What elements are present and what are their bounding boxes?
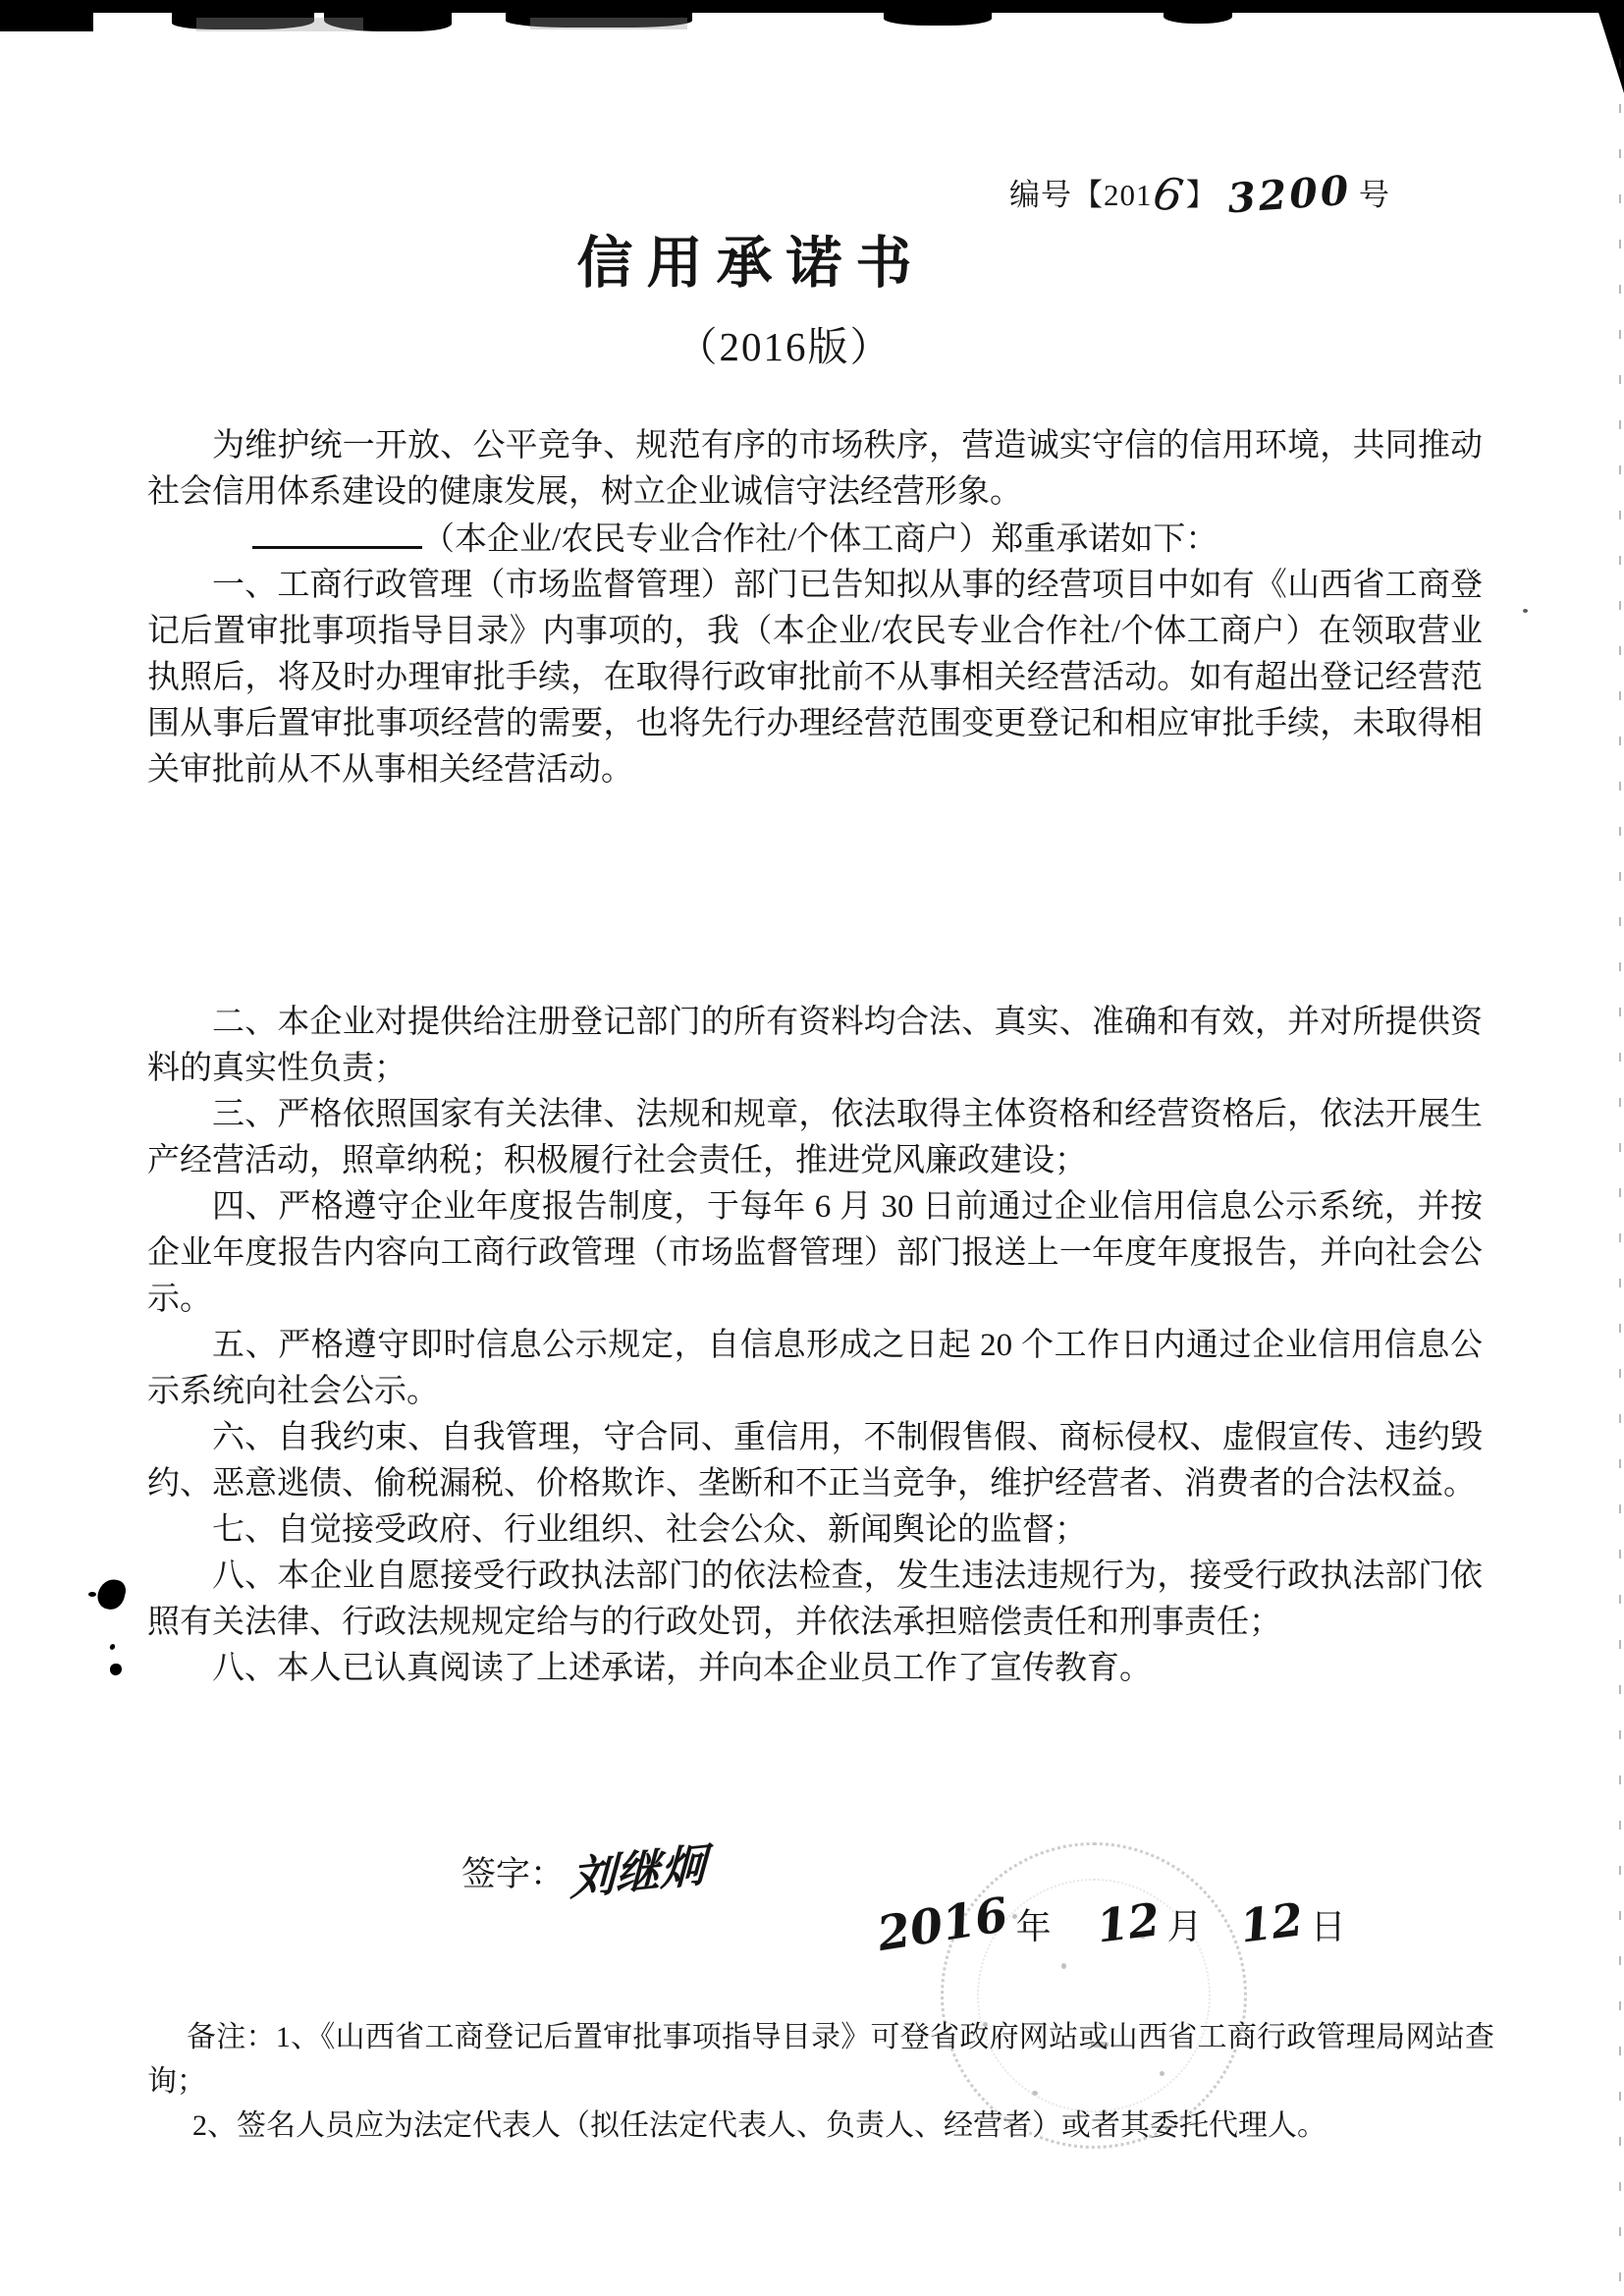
serial-suffix: 号 (1358, 178, 1390, 212)
handwritten-year-digit: 6 (1149, 165, 1188, 224)
handwritten-month: 12 (1093, 1892, 1163, 1953)
footnote-2: 2、签名人员应为法定代表人（拟任法定代表人、负责人、经营者）或者其委托代理人。 (192, 2109, 1326, 2142)
footnotes (147, 2015, 1494, 2148)
day-unit: 日 (1310, 1907, 1346, 1946)
scan-artifact-blob (1164, 8, 1232, 24)
paragraph-item-7: 七、自觉接受政府、行业组织、社会公众、新闻舆论的监督； (212, 1512, 1087, 1549)
paragraph-item-3: 三、严格依照国家有关法律、法规和规章，依法取得主体资格和经营资格后，依法开展生产经营活动，照章纳税；积极履行社会责任，推进党风廉政建设； (147, 1097, 1483, 1179)
blank-gap (147, 793, 1483, 1000)
paragraph-intro: 为维护统一开放、公平竞争、规范有序的市场秩序，营造诚实守信的信用环境，共同推动社会信用体系建设的健康发展，树立企业诚信守法经营形象。 (147, 428, 1483, 510)
scan-artifact-smudge (196, 18, 363, 31)
scan-artifact-edge-line (1619, 59, 1621, 2288)
serial-bracket-close: 】 (1185, 178, 1218, 212)
ink-blot (95, 1576, 129, 1613)
ink-blot (109, 1643, 116, 1651)
promise-lead-text: （本企业/农民专业合作社/个体工商户）郑重承诺如下： (422, 521, 1218, 558)
subtitle-row (0, 314, 1624, 372)
paragraph-item-2: 二、本企业对提供给注册登记部门的所有资料均合法、真实、准确和有效，并对所提供资料的真实性负责； (147, 1005, 1483, 1087)
serial-number-line (1009, 163, 1390, 224)
handwritten-day: 12 (1236, 1892, 1306, 1953)
document-title: 信用承诺书 (576, 233, 926, 295)
scan-artifact-blob (884, 8, 992, 26)
paragraph-item-9: 八、本人已认真阅读了上述承诺，并向本企业员工作了宣传教育。 (212, 1651, 1152, 1687)
month-unit: 月 (1166, 1907, 1203, 1946)
handwritten-year: 2016 (873, 1886, 1012, 1963)
document-subtitle: （2016版） (677, 324, 893, 369)
scan-artifact-smudge (530, 18, 687, 29)
signature-line (461, 1834, 707, 1906)
year-unit: 年 (1015, 1907, 1052, 1946)
handwritten-serial-number: 3200 (1225, 166, 1353, 223)
scan-artifact-blob (0, 0, 93, 31)
signature-label: 签字： (461, 1855, 566, 1893)
footnote-1: 备注：1、《山西省工商登记后置审批事项指导目录》可登省政府网站或山西省工商行政管理局网站查询； (147, 2021, 1494, 2098)
paragraph-item-4: 四、严格遵守企业年度报告制度，于每年 6 月 30 日前通过企业信用信息公示系统，并按企业年度报告内容向工商行政管理（市场监督管理）部门报送上一年度年度报告，并向社会公示。 (147, 1189, 1483, 1318)
paragraph-item-6: 六、自我约束、自我管理，守合同、重信用，不制假售假、商标侵权、虚假宣传、违约毁约、恶意逃债、偷税漏税、价格欺诈、垄断和不正当竞争，维护经营者、消费者的合法权益。 (147, 1420, 1483, 1503)
document-body (147, 423, 1483, 1692)
paragraph-item-5: 五、严格遵守即时信息公示规定，自信息形成之日起 20 个工作日内通过企业信用信息公示系统向社会公示。 (147, 1328, 1483, 1410)
ink-blot (1523, 609, 1528, 613)
paragraph-item-8: 八、本企业自愿接受行政执法部门的依法检查，发生违法违规行为，接受行政执法部门依照有关法律、行政法规规定给与的行政处罚，并依法承担赔偿责任和刑事责任； (147, 1558, 1483, 1641)
paragraph-promise-lead (147, 516, 1483, 563)
paragraph-item-1: 一、工商行政管理（市场监督管理）部门已告知拟从事的经营项目中如有《山西省工商登记后置审批事项指导目录》内事项的，我（本企业/农民专业合作社/个体工商户）在领取营业执照后，将及时办理审批手续，在取得行政审批前不从事相关经营活动。如有超出登记经营范围从事后置审批事项经营的需要，也将先行办理经营范围变更登记和相应审批手续，未取得相关审批前从不从事相关经营活动。 (147, 568, 1483, 789)
date-line (873, 1886, 1346, 1963)
title-row (0, 218, 1624, 299)
handwritten-signature: 刘继炯 (569, 1837, 707, 1906)
ink-blot (110, 1664, 122, 1675)
ink-blot (88, 1592, 96, 1597)
blank-underline (252, 516, 422, 549)
serial-prefix: 编号【201 (1009, 178, 1153, 212)
